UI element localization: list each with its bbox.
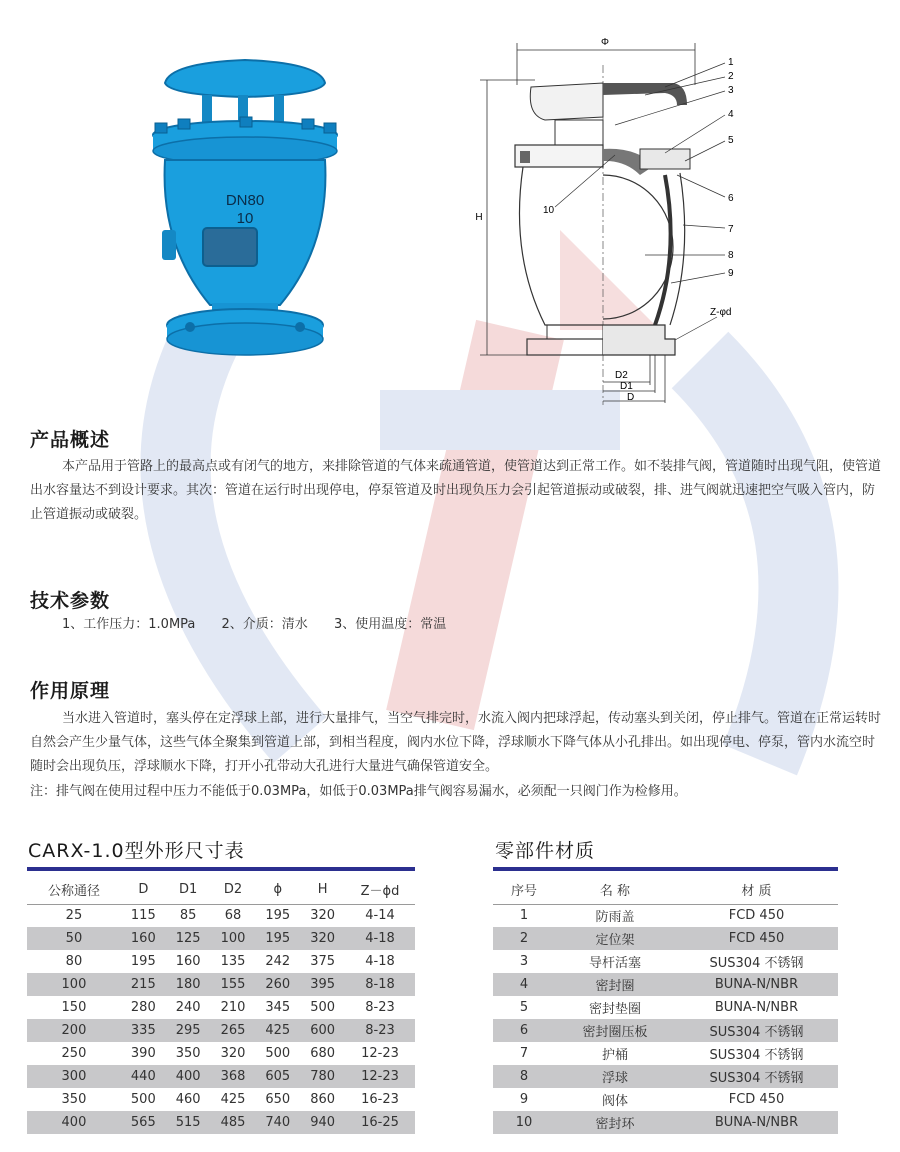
dims-table-cell: 425 <box>255 1019 300 1042</box>
dims-table-row <box>27 996 415 1019</box>
tech-title: 技术参数 <box>30 590 111 612</box>
dims-table-cell: 12-23 <box>361 1046 399 1061</box>
dims-table-cell: 160 <box>121 927 166 950</box>
dims-table-row <box>27 1019 415 1042</box>
parts-table-cell: 8 <box>493 1065 555 1088</box>
parts-table-row <box>493 1019 838 1042</box>
parts-table-cell: FCD 450 <box>728 908 785 924</box>
dims-table-cell: 135 <box>220 954 246 969</box>
dims-table-cell: 4-18 <box>365 954 395 969</box>
callout-7: 7 <box>728 224 734 235</box>
dims-table-cell: 200 <box>27 1019 121 1042</box>
principle-title: 作用原理 <box>30 680 111 702</box>
dims-header: D <box>138 881 149 897</box>
dims-table-cell: 280 <box>130 1000 156 1015</box>
parts-table-row <box>493 1088 838 1111</box>
dims-table <box>27 875 415 1134</box>
product-photo <box>140 55 350 365</box>
dims-table-cell: 500 <box>310 1000 336 1015</box>
dims-table-cell: 680 <box>310 1046 336 1061</box>
dims-table-cell: 100 <box>211 927 256 950</box>
dims-table-cell: 460 <box>175 1092 201 1107</box>
dims-table-cell: 16-23 <box>361 1092 399 1107</box>
dims-table-cell: 240 <box>175 1000 201 1015</box>
callout-5: 5 <box>728 135 734 146</box>
parts-table-row <box>493 1065 838 1088</box>
h-label: H <box>475 212 483 223</box>
dims-table-cell: 400 <box>166 1065 211 1088</box>
parts-table-row <box>493 973 838 996</box>
parts-table <box>493 875 838 1134</box>
dims-table-cell: 155 <box>211 973 256 996</box>
dims-table-cell: 320 <box>300 927 345 950</box>
dims-table-cell: 300 <box>27 1065 121 1088</box>
parts-table-row <box>493 996 838 1019</box>
dims-header-row <box>27 875 415 904</box>
parts-table-cell: BUNA-N/NBR <box>714 1000 799 1015</box>
parts-table-cell: SUS304 不锈钢 <box>675 1065 838 1088</box>
dims-header: D1 <box>179 881 198 897</box>
schematic-drawing <box>465 25 885 420</box>
dims-table-cell: 195 <box>130 954 156 969</box>
dims-table-cell: 565 <box>121 1111 166 1134</box>
dims-table-cell: 740 <box>255 1111 300 1134</box>
dims-table-cell: 8-23 <box>365 1000 395 1015</box>
dims-table-cell: 160 <box>175 954 201 969</box>
callout-6: 6 <box>728 193 734 204</box>
dims-header: 公称通径 <box>47 883 100 899</box>
dims-table-cell: 260 <box>255 973 300 996</box>
parts-table-cell: 护桶 <box>601 1048 628 1063</box>
dims-table-cell: 195 <box>255 927 300 950</box>
dims-table-cell: 500 <box>130 1092 156 1107</box>
parts-table-cell: 4 <box>493 973 555 996</box>
param-temp: 3、使用温度：常温 <box>333 617 447 632</box>
dims-table-cell: 265 <box>211 1019 256 1042</box>
callout-9: 9 <box>728 268 734 279</box>
param-pressure: 1、工作压力：1.0MPa <box>62 617 196 632</box>
callout-2: 2 <box>728 71 734 82</box>
dims-table-cell: 12-23 <box>345 1065 415 1088</box>
parts-table-cell: 3 <box>519 954 529 969</box>
parts-table-cell: 导杆活塞 <box>588 956 641 971</box>
dims-table-cell: 940 <box>300 1111 345 1134</box>
parts-table-title: 零部件材质 <box>495 840 596 862</box>
tech-params <box>62 613 468 632</box>
dims-table-cell: 368 <box>211 1065 256 1088</box>
parts-table-cell: SUS304 不锈钢 <box>709 956 804 971</box>
dims-table-row <box>27 1111 415 1134</box>
parts-table-row <box>493 904 838 927</box>
dims-table-row <box>27 950 415 973</box>
dims-table-cell: 115 <box>130 908 156 924</box>
dims-table-cell: 320 <box>310 908 336 924</box>
parts-table-cell: 5 <box>519 1000 529 1015</box>
dims-table-cell: 180 <box>166 973 211 996</box>
dims-table-cell: 395 <box>300 973 345 996</box>
parts-table-cell: BUNA-N/NBR <box>675 1111 838 1134</box>
dims-table-cell: 500 <box>265 1046 291 1061</box>
dims-header: ϕ <box>273 881 283 897</box>
parts-table-cell: FCD 450 <box>728 1092 785 1107</box>
dims-table-cell: 80 <box>65 954 83 969</box>
dims-table-cell: 375 <box>310 954 336 969</box>
dims-table-cell: 345 <box>265 1000 291 1015</box>
dims-table-row <box>27 1088 415 1111</box>
overview-title: 产品概述 <box>30 429 111 451</box>
dims-table-rule <box>27 867 415 871</box>
dims-table-cell: 16-25 <box>345 1111 415 1134</box>
parts-table-cell: 1 <box>519 908 529 924</box>
dims-table-cell: 125 <box>166 927 211 950</box>
dims-table-cell: 50 <box>27 927 121 950</box>
dims-table-cell: 425 <box>220 1092 246 1107</box>
parts-table-cell: 定位架 <box>555 927 675 950</box>
parts-table-row <box>493 1111 838 1134</box>
parts-header: 材 质 <box>741 883 772 899</box>
dims-table-cell: 68 <box>224 908 242 924</box>
callout-1: 1 <box>728 57 734 68</box>
dims-table-row <box>27 973 415 996</box>
parts-table-rule <box>493 867 838 871</box>
parts-table-cell: 密封圈 <box>555 973 675 996</box>
size-marking: DN80 <box>225 192 265 209</box>
dims-table-cell: 242 <box>265 954 291 969</box>
parts-header: 名 称 <box>599 883 631 899</box>
dims-header: D2 <box>223 881 243 897</box>
dims-table-cell: 780 <box>300 1065 345 1088</box>
dims-table-cell: 210 <box>220 1000 246 1015</box>
callout-4: 4 <box>728 109 734 120</box>
parts-table-cell: 9 <box>519 1092 529 1107</box>
dims-table-cell: 150 <box>61 1000 87 1015</box>
dims-table-cell: 350 <box>175 1046 201 1061</box>
dims-table-cell: 295 <box>166 1019 211 1042</box>
parts-table-cell: FCD 450 <box>675 927 838 950</box>
parts-table-cell: 7 <box>519 1046 529 1061</box>
dims-table-title: CARX-1.0型外形尺寸表 <box>28 840 245 862</box>
parts-table-cell: 2 <box>493 927 555 950</box>
parts-table-cell: 密封圈压板 <box>555 1019 675 1042</box>
parts-table-cell: 浮球 <box>555 1065 675 1088</box>
dims-table-cell: 860 <box>310 1092 336 1107</box>
parts-table-cell: 10 <box>493 1111 555 1134</box>
parts-table-cell: 6 <box>493 1019 555 1042</box>
dims-table-row <box>27 1065 415 1088</box>
parts-table-row <box>493 1042 838 1065</box>
parts-table-cell: 密封环 <box>555 1111 675 1134</box>
dims-table-cell: 605 <box>255 1065 300 1088</box>
dims-table-cell: 350 <box>61 1092 87 1107</box>
dims-table-cell: 215 <box>121 973 166 996</box>
dims-table-cell: 4-18 <box>345 927 415 950</box>
dims-table-cell: 400 <box>27 1111 121 1134</box>
dims-table-cell: 335 <box>121 1019 166 1042</box>
parts-table-cell: SUS304 不锈钢 <box>709 1048 804 1063</box>
overview-text <box>30 455 886 527</box>
parts-table-cell: 密封垫圈 <box>588 1002 641 1017</box>
callout-3: 3 <box>728 85 734 96</box>
parts-table-cell: BUNA-N/NBR <box>675 973 838 996</box>
dims-table-cell: 515 <box>166 1111 211 1134</box>
callout-10: 10 <box>543 205 555 216</box>
principle-note: 注：排气阀在使用过程中压力不能低于0.03MPa，如低于0.03MPa排气阀容易漏水，必须配一只阀门作为检修用。 <box>30 784 687 799</box>
parts-table-row <box>493 950 838 973</box>
d2-label: D2 <box>615 370 628 381</box>
parts-table-cell: SUS304 不锈钢 <box>675 1019 838 1042</box>
dims-table-cell: 25 <box>65 908 83 924</box>
dims-table-cell: 250 <box>61 1046 87 1061</box>
dims-table-row <box>27 904 415 927</box>
dims-table-cell: 8-18 <box>345 973 415 996</box>
principle-text <box>30 707 886 779</box>
dims-table-row <box>27 1042 415 1065</box>
d-label: D <box>627 392 635 403</box>
dims-table-cell: 85 <box>179 908 197 924</box>
dims-header: Z－ϕd <box>360 883 400 899</box>
dims-table-cell: 8-23 <box>345 1019 415 1042</box>
pressure-marking: 10 <box>236 210 254 227</box>
dims-table-row <box>27 927 415 950</box>
dims-table-cell: 485 <box>211 1111 256 1134</box>
parts-table-cell: 防雨盖 <box>595 910 635 926</box>
parts-table-row <box>493 927 838 950</box>
dims-table-cell: 195 <box>265 908 291 924</box>
dims-table-cell: 600 <box>300 1019 345 1042</box>
dims-table-cell: 440 <box>121 1065 166 1088</box>
dims-header: H <box>317 881 328 897</box>
dims-table-cell: 650 <box>265 1092 291 1107</box>
dims-table-cell: 100 <box>27 973 121 996</box>
callout-8: 8 <box>728 250 734 261</box>
parts-table-cell: 阀体 <box>601 1094 628 1109</box>
d1-label: D1 <box>620 381 633 392</box>
parts-header: 序号 <box>510 883 537 899</box>
dims-table-cell: 390 <box>130 1046 156 1061</box>
phi-label: Φ <box>601 37 609 48</box>
principle-body: 当水进入管道时，塞头停在定浮球上部，进行大量排气，当空气排完时，水流入阀内把球浮起，传动塞头到关闭，停止排气。管道在正常运转时自然会产生少量气体，这些气体全聚集到管道上部，到相当程度，阀内水位下降，浮球顺水下降气体从小孔排出。如出现停电、停泵，管内水流空时随时会出现负压，浮球顺水下降，打开小孔带动大孔进行大量进气确保管道安全。 <box>30 711 882 774</box>
parts-header-row <box>493 875 838 904</box>
dims-table-cell: 4-14 <box>365 908 395 924</box>
overview-body: 本产品用于管路上的最高点或有闭气的地方，来排除管道的气体来疏通管道，使管道达到正常工作。如不装排气阀，管道随时出现气阻，使管道出水容量达不到设计要求。其次：管道在运行时出现停电，停泵管道及时出现负压力会引起管道振动或破裂，排、进气阀就迅速把空气吸入管内，防止管道振动或破裂。 <box>30 459 882 522</box>
param-medium: 2、介质：清水 <box>221 617 308 632</box>
dims-table-cell: 320 <box>220 1046 246 1061</box>
z-label: Z-φd <box>710 307 732 318</box>
